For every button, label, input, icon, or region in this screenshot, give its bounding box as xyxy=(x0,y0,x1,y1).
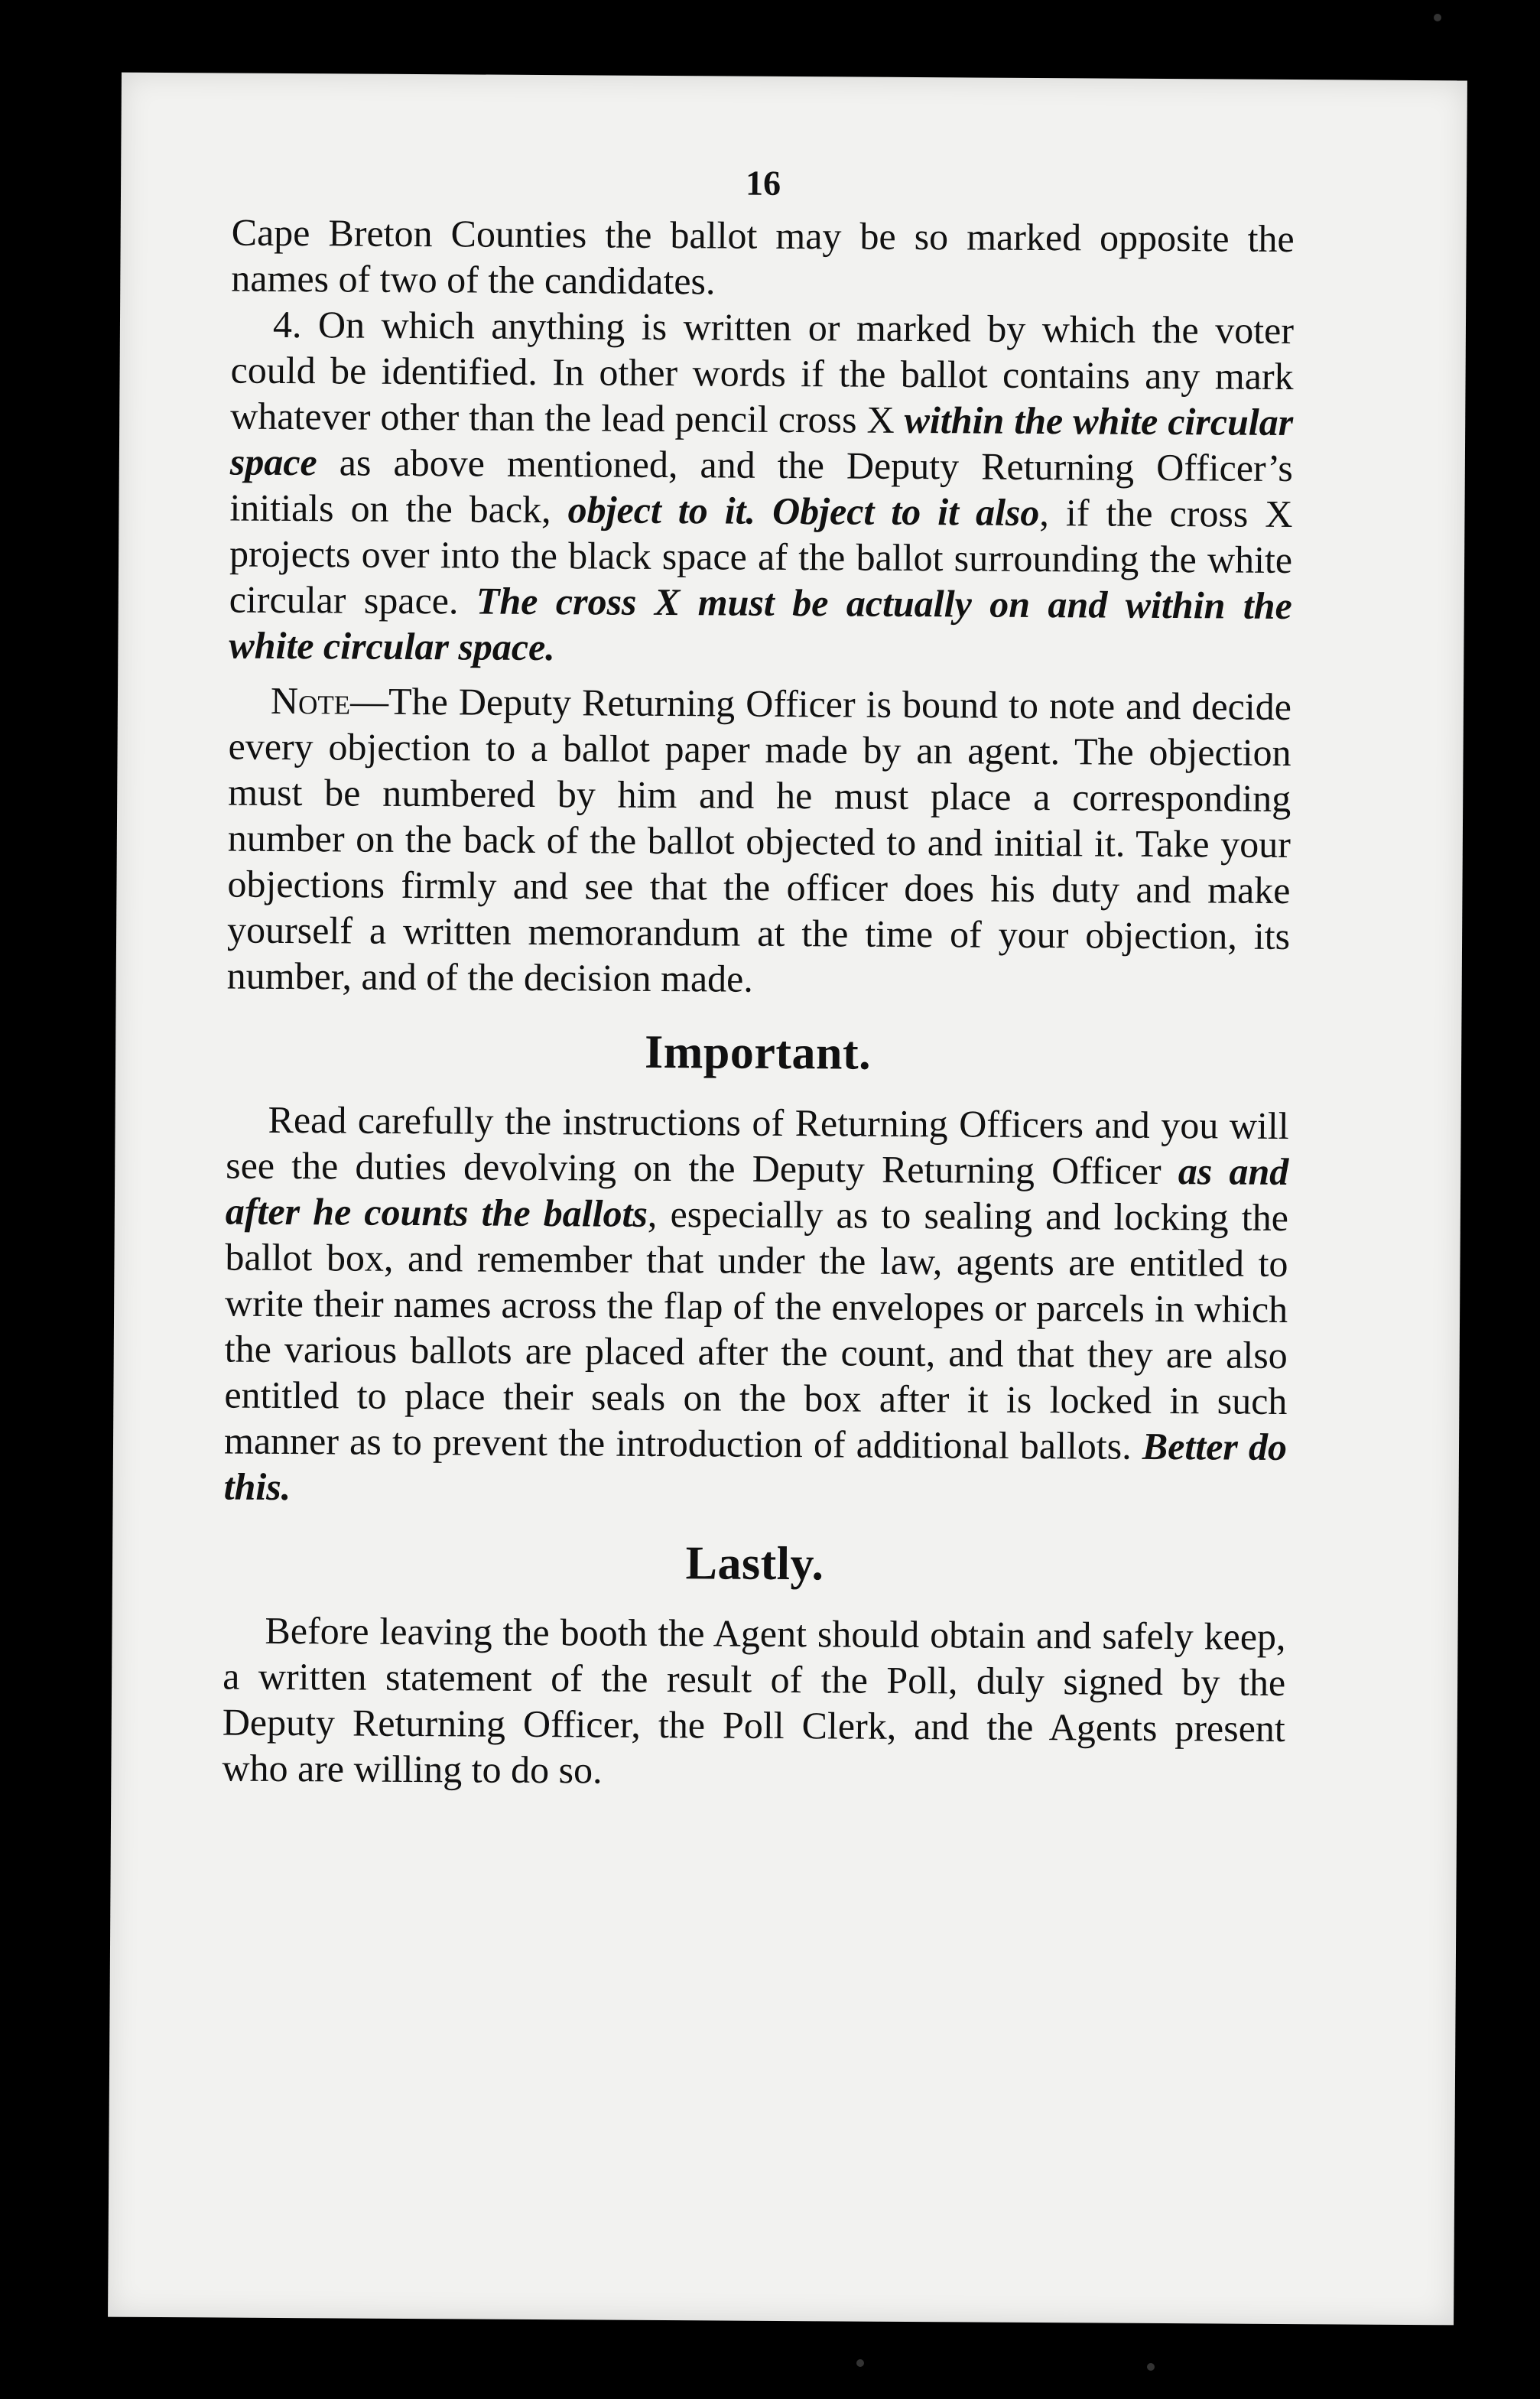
item-4-italic-b: object to it. Object to it also xyxy=(567,488,1040,534)
heading-important: Important. xyxy=(644,1026,872,1080)
paragraph-important xyxy=(224,1097,1289,1516)
document-page xyxy=(108,73,1467,2326)
item-4-text-b: as above mentioned, and the Deputy Returning Officer’s initials on the back, xyxy=(229,440,1294,531)
item-4-italic-a: within the white circular space xyxy=(229,398,1294,484)
page-content xyxy=(222,158,1295,1797)
item-4-text-c: , if the cross X projects over into the black space af the ballot surrounding the white circular space. xyxy=(229,490,1293,623)
heading-lastly: Lastly. xyxy=(685,1537,824,1591)
paragraph-note xyxy=(227,678,1292,1005)
important-text-a: Read carefully the instructions of Returning Officers and you will see the duties devolving on the Deputy Returning Officer xyxy=(226,1097,1289,1193)
item-4-italic-c: The cross X must be actually on and within the white circular space. xyxy=(229,579,1292,669)
paragraph-continuation: Cape Breton Counties the ballot may be so marked opposite the names of two of the candidates. xyxy=(231,210,1295,303)
paragraph-item-4 xyxy=(229,301,1294,675)
important-italic-b: Better do this. xyxy=(223,1424,1288,1509)
page-number: 16 xyxy=(745,163,781,203)
item-4-text-a: 4. On which anything is written or marked by which the voter could be identified. In other words if the ballot contains any mark whatever other than the lead pencil cross X xyxy=(230,302,1295,441)
important-italic-a: as and after he counts the ballots xyxy=(225,1149,1289,1235)
scan-speck xyxy=(856,2359,864,2367)
important-text-b: , especially as to sealing and locking the ballot box, and remember that under the law, agents are entitled to write their names across the flap of the envelopes or parcels in which the various ballots are placed after the count, and that they are also entitled to place their seals on the box after it is locked in such manner as to prevent the introduction of additional ballots. xyxy=(223,1191,1289,1468)
scan-speck xyxy=(1147,2363,1155,2371)
scan-speck xyxy=(1434,14,1441,21)
paragraph-lastly: Before leaving the booth the Agent should obtain and safely keep, a written statement of the result of the Poll, duly signed by the Deputy Returning Officer, the Poll Clerk, and the Agents present who are willing to do so. xyxy=(222,1608,1286,1792)
note-text: —The Deputy Returning Officer is bound to note and decide every objection to a ballot paper made by an agent. The objection must be numbered by him and he must place a corresponding number on the back of the ballot objected to and initial it. Take your objections firmly and see that the officer does his duty and make yourself a written memorandum at the time of your objection, its number, and of the decision made. xyxy=(226,679,1292,1000)
note-label: Note xyxy=(270,678,351,723)
